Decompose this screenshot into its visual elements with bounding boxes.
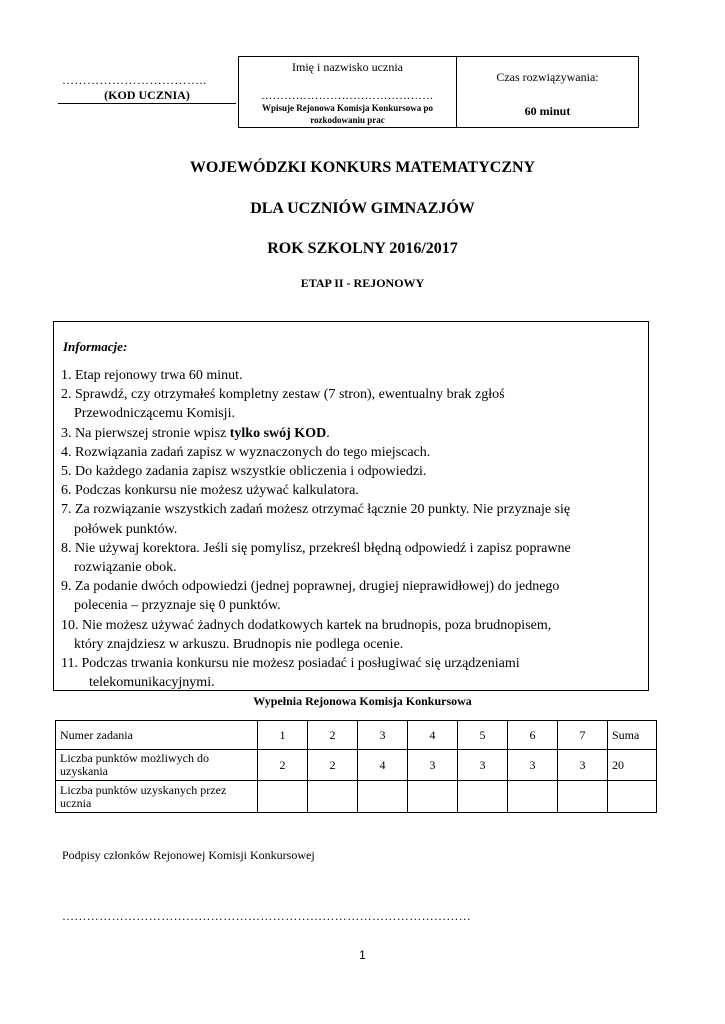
student-name-dots: ……………………………………… [261,90,434,102]
score-row-earned [56,781,657,813]
max-points-cell: 3 [408,750,458,781]
task-number-cell: 1 [258,721,308,750]
student-name-cell [239,57,457,127]
contest-subtitle: DLA UCZNIÓW GIMNAZJÓW [250,200,475,217]
commission-label: Wypełnia Rejonowa Komisja Konkursowa [253,694,472,708]
max-points-cell: 4 [358,750,408,781]
score-table [55,720,657,813]
info-item: 10. Nie możesz używać żadnych dodatkowych kartek na brudnopis, poza brudnopisem, [61,617,552,633]
max-points-sum: 20 [608,750,657,781]
max-points-cell: 3 [558,750,608,781]
contest-stage: ETAP II - REJONOWY [300,276,425,290]
earned-points-cell [308,781,358,813]
task-number-header: Numer zadania [56,721,258,750]
student-code-label: (KOD UCZNIA) [104,88,190,102]
earned-points-cell [558,781,608,813]
task-number-cell: 4 [408,721,458,750]
info-item-continuation: rozwiązanie obok. [74,560,177,576]
info-item-continuation: polecenia – przyznaje się 0 punktów. [74,598,281,614]
earned-points-cell [358,781,408,813]
info-item-text: 3. Na pierwszej stronie wpisz [61,425,230,441]
max-points-cell: 3 [508,750,558,781]
earned-points-sum [608,781,657,813]
contest-title: WOJEWÓDZKI KONKURS MATEMATYCZNY [189,159,536,176]
header-table [238,56,639,128]
info-item [61,424,641,443]
score-row-tasks [56,721,657,750]
information-list [61,366,641,692]
information-heading: Informacje: [63,339,128,354]
info-item: 8. Nie używaj korektora. Jeśli się pomylisz, przekreśl błędną odpowiedź i zapisz poprawne [61,540,571,556]
time-value: 60 minut [524,104,571,118]
info-item: 2. Sprawdź, czy otrzymałeś kompletny zestaw (7 stron), ewentualny brak zgłoś [61,387,505,403]
task-number-cell: 6 [508,721,558,750]
page-number: 1 [359,948,366,962]
signatures-label: Podpisy członków Rejonowej Komisji Konkursowej [62,848,315,862]
info-item: 9. Za podanie dwóch odpowiedzi (jednej poprawnej, drugiej nieprawidłowej) do jednego [61,579,560,595]
time-label: Czas rozwiązywania: [496,70,599,84]
student-name-label: Imię i nazwisko ucznia [292,60,403,74]
earned-points-cell [258,781,308,813]
task-number-cell: 7 [558,721,608,750]
info-item-emphasis: tylko swój KOD [229,425,327,441]
info-item-text: . [326,425,330,441]
task-number-cell: 5 [458,721,508,750]
info-item-continuation: połówek punktów. [74,521,178,537]
info-item: 6. Podczas konkursu nie możesz używać kalkulatora. [61,483,359,499]
task-number-cell: 3 [358,721,408,750]
earned-points-cell [508,781,558,813]
student-code-underline [58,103,236,104]
earned-points-cell [408,781,458,813]
earned-points-cell [458,781,508,813]
earned-points-header: Liczba punktów uzyskanych przez ucznia [56,781,258,813]
max-points-cell: 2 [258,750,308,781]
info-item-continuation: Przewodniczącemu Komisji. [74,406,235,422]
max-points-cell: 2 [308,750,358,781]
time-cell [457,57,638,127]
score-row-max [56,750,657,781]
school-year: ROK SZKOLNY 2016/2017 [267,240,458,257]
sum-header: Suma [608,721,657,750]
info-item: 1. Etap rejonowy trwa 60 minut. [61,368,243,383]
max-points-cell: 3 [458,750,508,781]
info-item-continuation: który znajdziesz w arkuszu. Brudnopis nie podlega ocenie. [74,636,404,652]
student-name-note: Wpisuje Rejonowa Komisja Konkursowa po rozkodowaniu prac [261,103,434,125]
signature-dots: ……………………………………………………………………………………… [62,909,472,923]
info-item-continuation: telekomunikacyjnymi. [89,675,215,691]
information-box [53,321,649,691]
info-item: 5. Do każdego zadania zapisz wszystkie obliczenia i odpowiedzi. [61,464,427,480]
info-item: 4. Rozwiązania zadań zapisz w wyznaczonych do tego miejscach. [61,444,431,460]
student-code-dots: …………………………….. [62,73,207,87]
info-item: 7. Za rozwiązanie wszystkich zadań możesz otrzymać łącznie 20 punkty. Nie przyznaje się [61,502,571,518]
task-number-cell: 2 [308,721,358,750]
info-item: 11. Podczas trwania konkursu nie możesz posiadać i posługiwać się urządzeniami [61,656,520,672]
max-points-header: Liczba punktów możliwych do uzyskania [56,750,258,781]
